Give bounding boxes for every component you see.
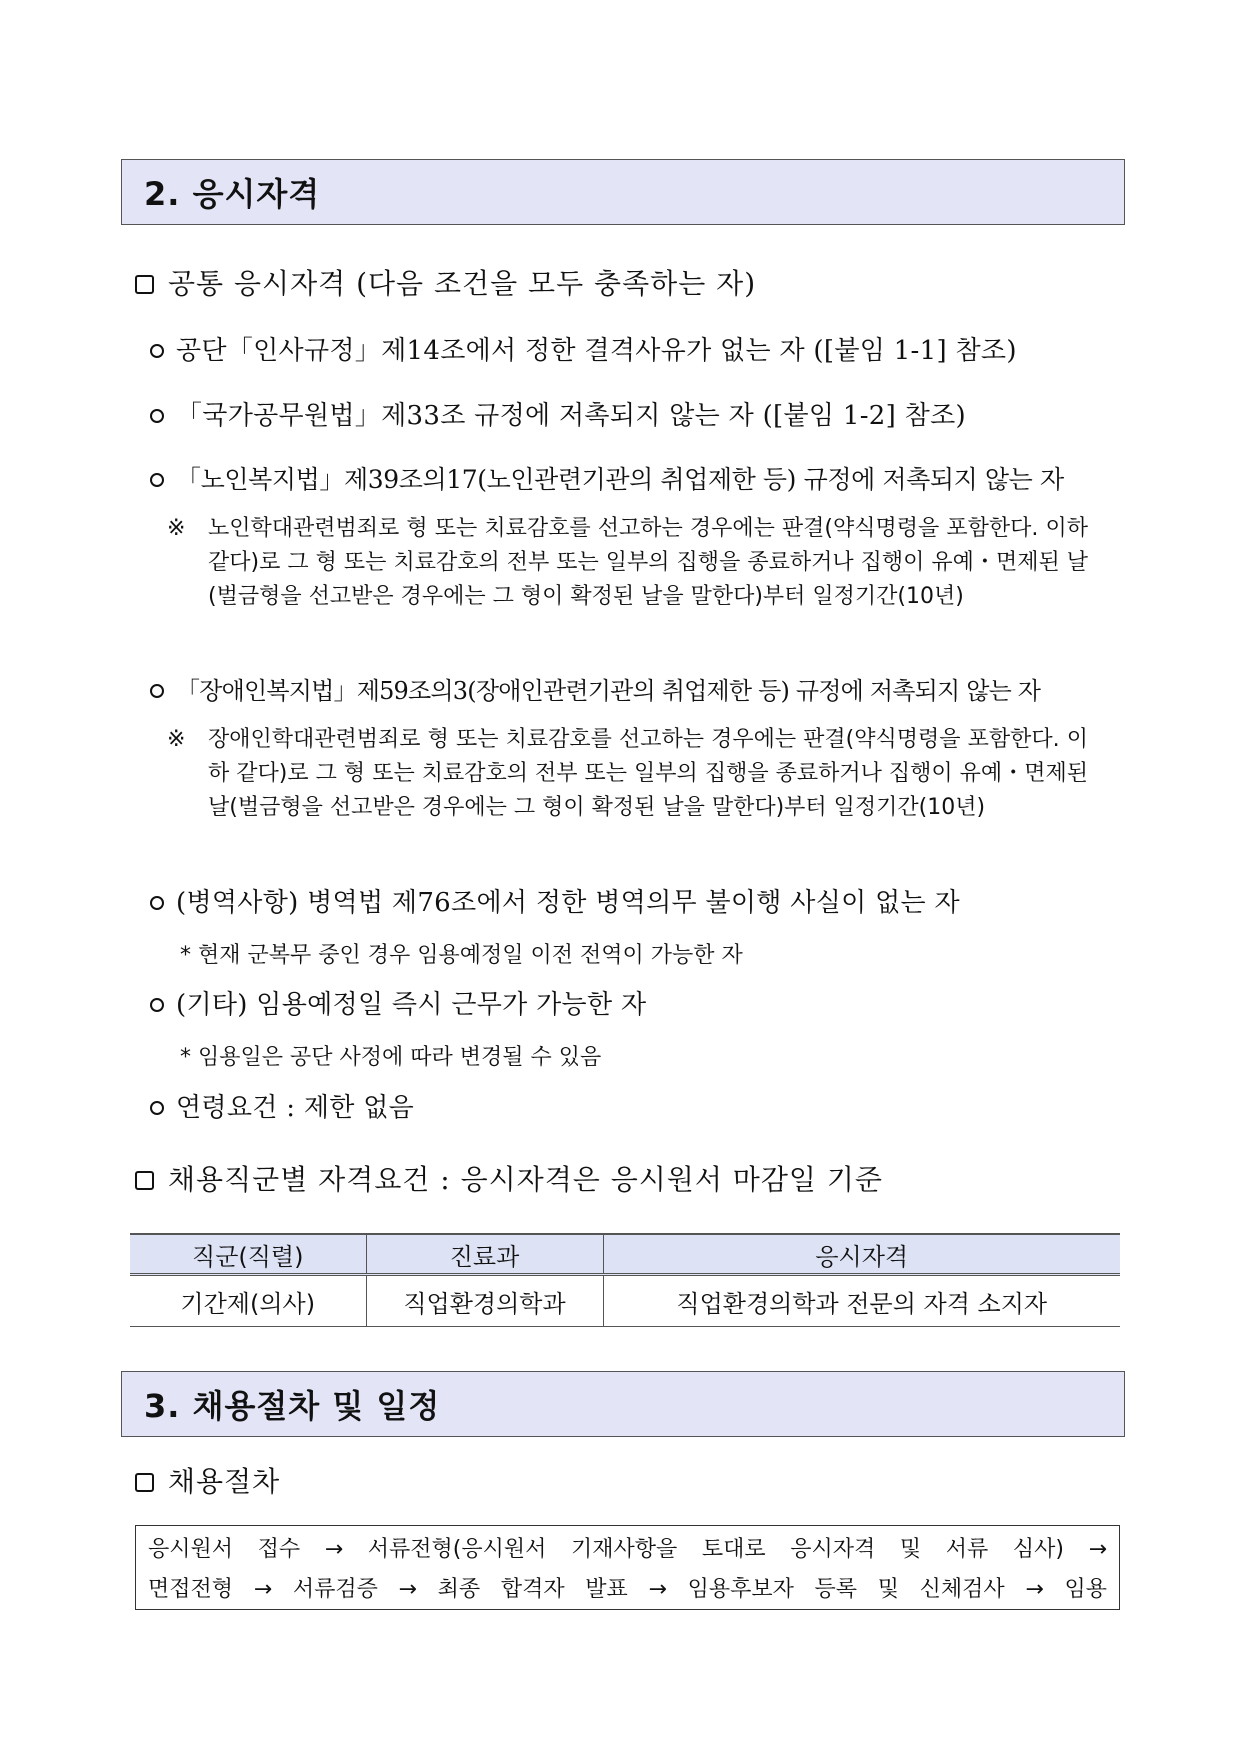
procedure-line-1: 응시원서 접수 → 서류전형(응시원서 기재사항을 토대로 응시자격 및 서류 심사) → [148, 1537, 1107, 1562]
square-bullet-icon [135, 1473, 154, 1492]
section-2-title: 2. 응시자격 [144, 175, 321, 213]
circle-bullet-icon [150, 1101, 164, 1115]
note-disability-abuse: ※ 장애인학대관련범죄로 형 또는 치료감호를 선고하는 경우에는 판결(약식명령을 포함한다. 이하 같다)로 그 형 또는 치료감호의 전부 또는 일부의 집행을 종료하거나 집행이 유예・면제된 날(벌금형을 선고받은 경우에는 그 형이 확정된 날을 말한다)부터 일정기간(10년) [167, 723, 1088, 825]
circle-bullet-icon [150, 684, 164, 698]
column-header: 응시자격 [603, 1234, 1120, 1275]
qualification-item-2: 「국가공무원법」제33조 규정에 저촉되지 않는 자 ([붙임 1-2] 참조) [150, 395, 966, 432]
job-qualification-heading: 채용직군별 자격요건 : 응시자격은 응시원서 마감일 기준 [135, 1158, 883, 1198]
table-cell: 직업환경의학과 [366, 1275, 603, 1327]
qualification-item-1: 공단「인사규정」제14조에서 정한 결격사유가 없는 자 ([붙임 1-1] 참조) [150, 330, 1017, 367]
qualification-item-age: 연령요건 : 제한 없음 [150, 1087, 414, 1124]
circle-bullet-icon [150, 998, 164, 1012]
reference-mark: ※ [167, 727, 186, 752]
procedure-box [135, 1525, 1120, 1610]
circle-bullet-icon [150, 473, 164, 487]
circle-bullet-icon [150, 896, 164, 910]
common-qualification-heading: 공통 응시자격 (다음 조건을 모두 충족하는 자) [135, 262, 756, 302]
reference-mark: ※ [167, 516, 186, 541]
qualification-item-3: 「노인복지법」제39조의17(노인관련기관의 취업제한 등) 규정에 저촉되지 않는 자 [150, 460, 1064, 496]
circle-bullet-icon [150, 409, 164, 423]
qualification-item-military: (병역사항) 병역법 제76조에서 정한 병역의무 불이행 사실이 없는 자 [150, 882, 960, 919]
square-bullet-icon [135, 275, 154, 294]
table-header-row [130, 1234, 1120, 1275]
other-sub-note: * 임용일은 공단 사정에 따라 변경될 수 있음 [180, 1045, 602, 1070]
qualification-table [130, 1233, 1120, 1327]
qualification-item-other: (기타) 임용예정일 즉시 근무가 가능한 자 [150, 984, 646, 1021]
military-sub-note: * 현재 군복무 중인 경우 임용예정일 이전 전역이 가능한 자 [180, 943, 743, 968]
column-header: 진료과 [366, 1234, 603, 1275]
table-row [130, 1275, 1120, 1327]
section-3-title: 3. 채용절차 및 일정 [144, 1387, 441, 1425]
note-elderly-abuse: ※ 노인학대관련범죄로 형 또는 치료감호를 선고하는 경우에는 판결(약식명령을 포함한다. 이하 같다)로 그 형 또는 치료감호의 전부 또는 일부의 집행을 종료하거나 집행이 유예・면제된 날(벌금형을 선고받은 경우에는 그 형이 확정된 날을 말한다)부터 일정기간(10년) [167, 512, 1088, 614]
qualification-item-4: 「장애인복지법」제59조의3(장애인관련기관의 취업제한 등) 규정에 저촉되지 않는 자 [150, 671, 1040, 706]
section-2-header [121, 159, 1125, 225]
circle-bullet-icon [150, 344, 164, 358]
column-header: 직군(직렬) [130, 1234, 366, 1275]
section-3-header [121, 1371, 1125, 1437]
procedure-heading: 채용절차 [135, 1460, 280, 1500]
table-cell: 직업환경의학과 전문의 자격 소지자 [603, 1275, 1120, 1327]
procedure-line-2: 면접전형 → 서류검증 → 최종 합격자 발표 → 임용후보자 등록 및 신체검사 → 임용 [148, 1577, 1107, 1602]
square-bullet-icon [135, 1171, 154, 1190]
table-cell: 기간제(의사) [130, 1275, 366, 1327]
